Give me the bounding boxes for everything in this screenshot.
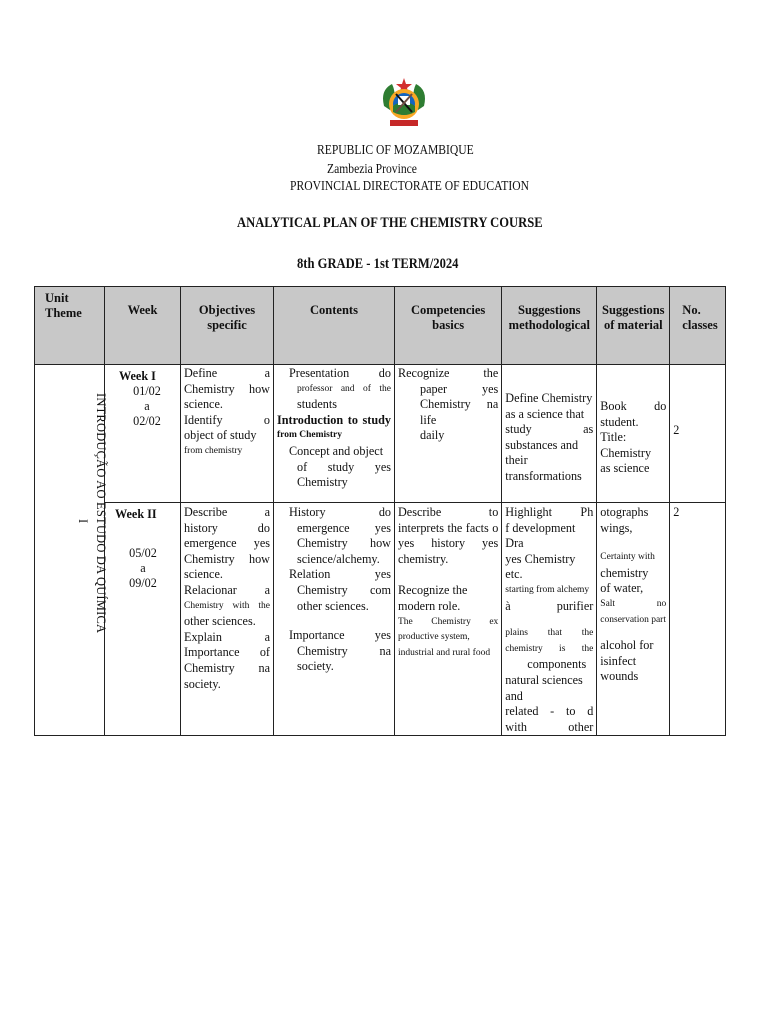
material-line: chemistry	[600, 565, 649, 580]
contents-line: Presentation do	[289, 366, 391, 380]
competency-line: life	[420, 412, 437, 427]
document-subtitle: 8th GRADE - 1st TERM/2024	[297, 256, 459, 272]
material-line: Certainty with	[600, 552, 655, 563]
material-line: isinfect	[600, 653, 637, 668]
methodology-line: starting from alchemy	[505, 584, 590, 595]
competency-line: yes history yes	[398, 536, 499, 551]
objective-line: Identify o	[184, 412, 270, 427]
objective-line: Chemistry with the	[184, 600, 270, 611]
contents-heading: Introduction to study	[277, 412, 391, 427]
objective-line: science.	[184, 567, 223, 582]
competency-line: chemistry.	[398, 551, 449, 566]
methodology-line: study as	[505, 422, 594, 437]
material-line: otographs	[600, 505, 649, 519]
competency-line: paper yes	[420, 381, 499, 396]
contents-line: Relation yes	[289, 567, 391, 582]
objective-line: Chemistry how	[184, 551, 270, 566]
table-row	[35, 503, 726, 736]
header-unit-theme: Unit Theme	[35, 287, 105, 365]
classes-cell	[670, 365, 726, 503]
contents-line: students	[297, 397, 337, 412]
contents-line: Concept and object	[289, 443, 384, 458]
header-material: Suggestions of material	[597, 287, 670, 365]
header-classes: No. classes	[670, 287, 726, 365]
objective-line: Explain a	[184, 629, 270, 644]
date-to: 09/02	[129, 576, 157, 590]
objective-line: society.	[184, 676, 221, 691]
material-line: student. Title:	[600, 414, 639, 445]
unit-theme-cell	[35, 365, 108, 736]
classes-count: 2	[673, 505, 680, 519]
unit-theme-text: INTRODUÇÃO AO ESTUDO DA QUÍMICA	[94, 393, 108, 634]
contents-line: Chemistry how	[297, 536, 391, 551]
methodology-line: yes Chemistry etc.	[505, 551, 576, 582]
methodology-line: f development Dra	[505, 520, 576, 551]
material-line: Salt no	[600, 598, 667, 609]
classes-count: 2	[673, 423, 680, 437]
methodology-line: as a science that	[505, 406, 585, 421]
methodology-line: Define Chemistry	[505, 391, 593, 405]
competency-line: interprets the facts o	[398, 520, 499, 535]
material-line: as science	[600, 461, 650, 476]
contents-line: science/alchemy.	[297, 551, 380, 566]
contents-line: professor and of the	[297, 383, 391, 394]
week-label: Week I	[119, 369, 156, 383]
methodology-line: components	[527, 657, 587, 672]
objective-line: Define a	[184, 366, 270, 380]
competency-line: The Chemistry ex	[398, 616, 499, 627]
table-header-row	[35, 287, 726, 365]
contents-line: emergence yes	[297, 520, 391, 535]
date-separator: a	[140, 561, 146, 575]
methodology-line: substances and their	[505, 437, 579, 468]
material-line: Chemistry	[600, 445, 652, 460]
header-methodological: Suggestions methodological	[502, 287, 597, 365]
contents-cell	[274, 365, 395, 503]
plan-table	[34, 286, 726, 736]
competency-line: Recognize the modern role.	[398, 583, 468, 613]
material-line: conservation part	[600, 614, 666, 625]
methodology-line: transformations	[505, 468, 582, 483]
material-cell	[597, 503, 670, 736]
contents-line: Chemistry na	[297, 643, 391, 658]
classes-cell	[670, 503, 726, 736]
competencies-cell	[395, 365, 502, 503]
contents-line: of study yes	[297, 459, 391, 474]
date-separator: a	[144, 399, 150, 413]
competency-line: Describe to	[398, 505, 499, 519]
methodology-line: with other	[505, 719, 594, 734]
contents-heading: from Chemistry	[277, 430, 342, 441]
competency-line: Chemistry na	[420, 397, 499, 412]
objective-line: Relacionar a	[184, 582, 270, 597]
objective-line: other sciences.	[184, 614, 256, 629]
week-cell	[105, 503, 181, 736]
objectives-cell	[181, 365, 274, 503]
header-objectives: Objectives specific	[181, 287, 274, 365]
header-contents: Contents	[274, 287, 395, 365]
material-cell	[597, 365, 670, 503]
header-competencies: Competencies basics	[395, 287, 502, 365]
week-label: Week II	[115, 507, 157, 521]
document-title: ANALYTICAL PLAN OF THE CHEMISTRY COURSE	[237, 215, 543, 231]
competency-line: daily	[420, 428, 445, 443]
country-name: REPUBLIC OF MOZAMBIQUE	[317, 142, 474, 157]
methodology-line: natural sciences and	[505, 672, 583, 703]
objective-line: Describe a	[184, 505, 270, 519]
methodological-cell	[502, 365, 597, 503]
objective-line: science.	[184, 397, 223, 412]
province-name: Zambezia Province	[327, 161, 417, 176]
competency-line: productive system,	[398, 632, 470, 643]
objectives-cell	[181, 503, 274, 736]
objective-line: Chemistry na	[184, 660, 270, 675]
objective-line: emergence yes	[184, 536, 270, 551]
contents-cell	[274, 503, 395, 736]
material-line: Book do	[600, 399, 667, 413]
material-line: of water,	[600, 581, 644, 596]
competency-line: industrial and rural food	[398, 647, 491, 658]
unit-number: I	[76, 519, 90, 524]
competencies-cell	[395, 503, 502, 736]
objective-line: Chemistry how	[184, 381, 270, 396]
material-line: alcohol for	[600, 638, 654, 653]
contents-line: Chemistry com	[297, 582, 391, 597]
contents-line: society.	[297, 659, 334, 674]
objective-line: history do	[184, 520, 270, 535]
material-line: wings,	[600, 520, 633, 535]
methodology-line: plains that the	[505, 628, 594, 639]
material-line: wounds	[600, 669, 639, 684]
table-row	[35, 365, 726, 503]
methodology-line: à purifier	[505, 598, 594, 613]
methodology-line: Highlight Ph	[505, 505, 594, 519]
directorate-name: PROVINCIAL DIRECTORATE OF EDUCATION	[290, 178, 529, 193]
date-from: 05/02	[129, 546, 157, 560]
objective-line: object of study	[184, 428, 257, 443]
week-cell	[105, 365, 181, 503]
methodology-line: chemistry is the	[505, 643, 594, 654]
objective-line: Importance of	[184, 645, 270, 660]
contents-line: Importance yes	[289, 628, 391, 643]
contents-line: other sciences.	[297, 598, 369, 613]
coat-of-arms-icon	[376, 76, 432, 130]
contents-line: Chemistry	[297, 475, 348, 490]
methodology-line: related - to d	[505, 704, 594, 719]
competency-line: Recognize the	[398, 366, 499, 380]
header-week: Week	[105, 287, 181, 365]
date-from: 01/02	[133, 384, 161, 398]
contents-line: History do	[289, 505, 391, 519]
objective-line: from chemistry	[184, 445, 243, 456]
methodological-cell	[502, 503, 597, 736]
date-to: 02/02	[133, 414, 161, 428]
